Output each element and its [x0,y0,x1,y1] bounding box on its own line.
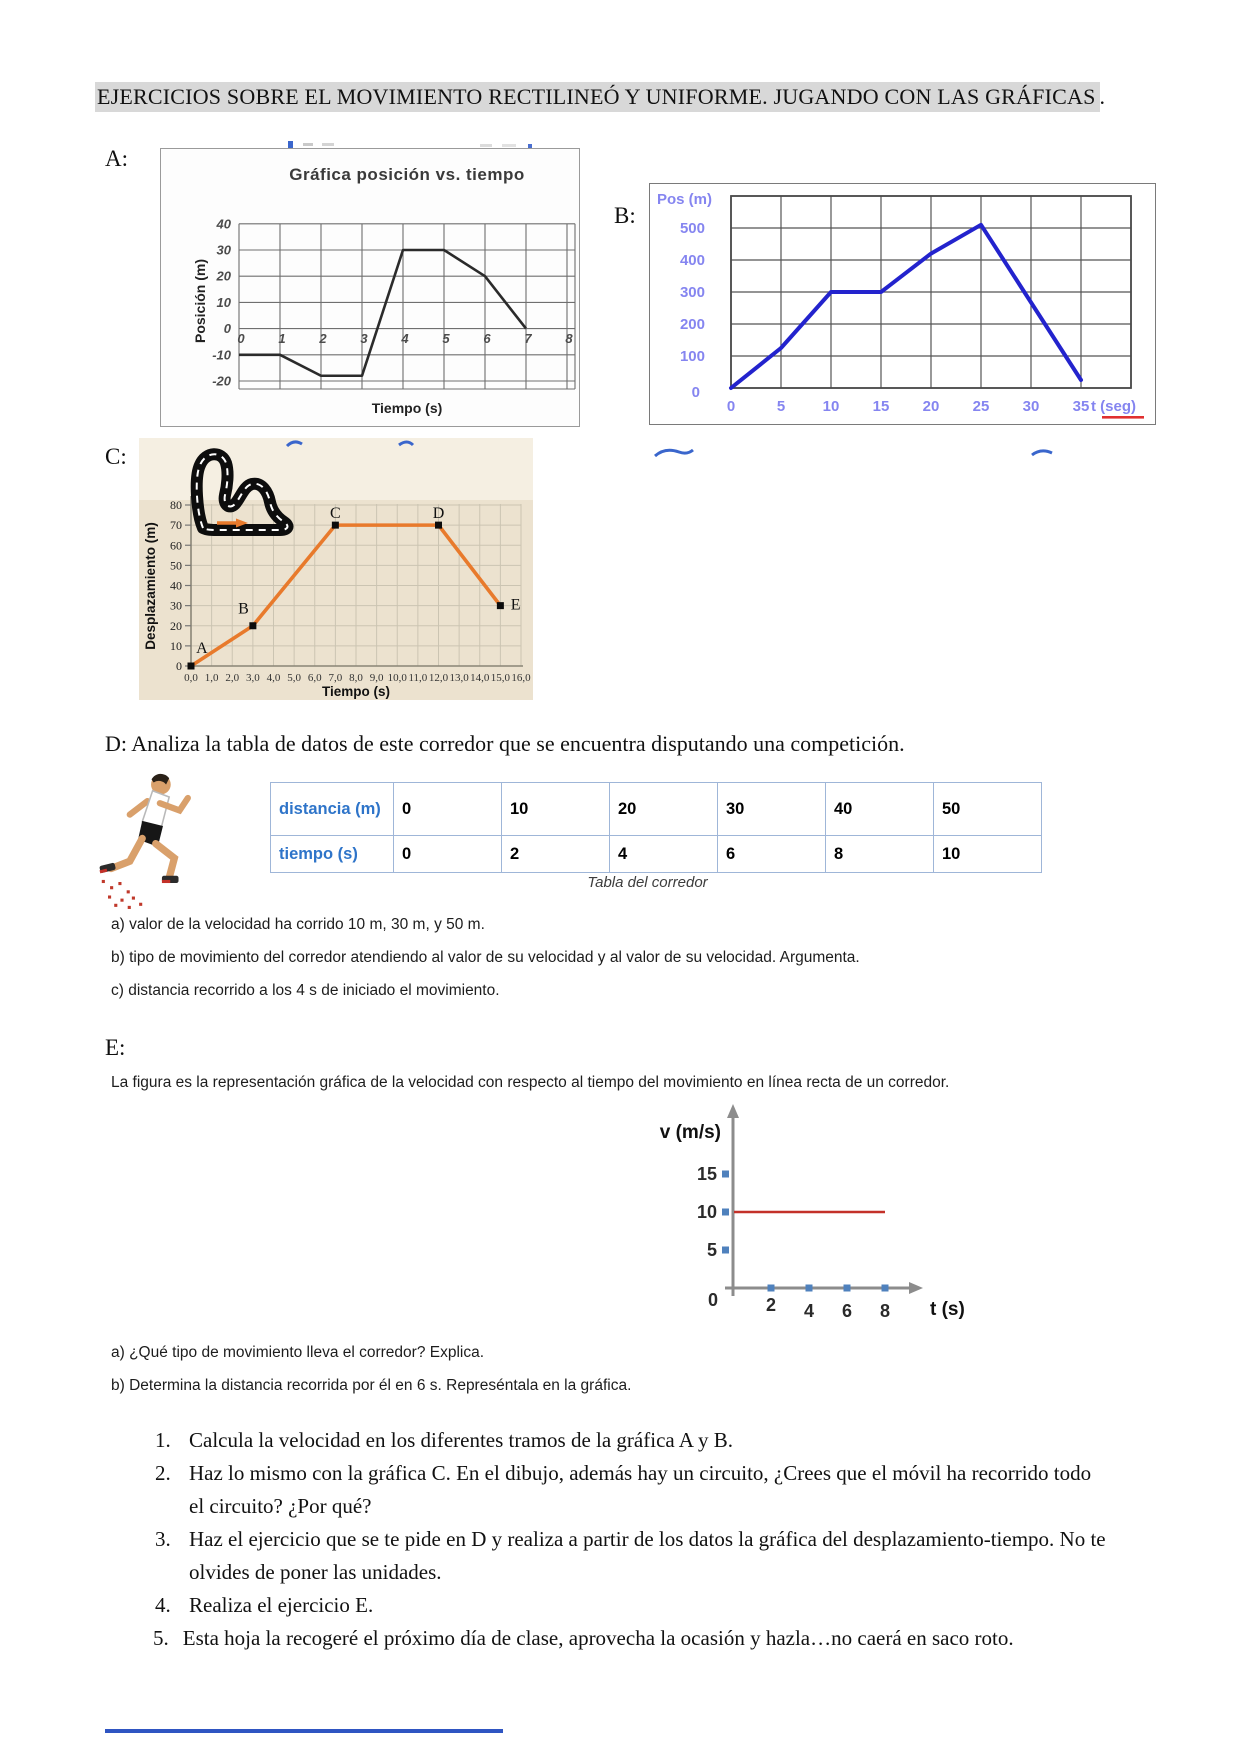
svg-text:0: 0 [707,1290,719,1310]
distancia-cell: 0 [394,783,502,836]
page-title-period: . [1099,84,1106,109]
race-track-circuit [197,454,288,530]
svg-text:4: 4 [401,331,409,346]
svg-text:D: D [432,505,445,523]
svg-text:4: 4 [803,1301,815,1320]
distancia-cell: 50 [934,783,1042,836]
tiempo-cell: 6 [718,836,826,873]
svg-text:13,0: 13,0 [449,672,469,684]
svg-text:16,0: 16,0 [511,672,531,684]
tiempo-cell: 4 [610,836,718,873]
svg-text:15: 15 [872,398,890,415]
svg-text:-20: -20 [212,373,231,389]
svg-text:14,0: 14,0 [470,672,490,684]
svg-text:0,0: 0,0 [184,672,198,684]
svg-text:50: 50 [170,558,182,573]
svg-text:0: 0 [237,331,245,346]
section-e-questions [111,1336,631,1402]
exercise-item-4 [155,1589,1145,1622]
svg-text:2: 2 [765,1295,777,1315]
svg-text:30: 30 [170,598,182,613]
exercise-number: 4. [155,1593,171,1617]
svg-text:0: 0 [176,659,182,673]
scan-artifact-blue-ink [650,444,1070,460]
svg-text:0: 0 [691,384,700,401]
svg-text:0: 0 [223,321,231,337]
svg-text:20: 20 [922,398,940,415]
svg-text:9,0: 9,0 [369,672,384,684]
svg-text:15,0: 15,0 [490,672,510,684]
svg-text:t (seg): t (seg) [1091,398,1136,415]
svg-text:C: C [330,505,341,523]
svg-text:3: 3 [360,331,368,346]
svg-text:500: 500 [679,220,705,237]
section-d-questions [111,908,860,1007]
svg-text:2,0: 2,0 [225,672,240,684]
exercise-text: Realiza el ejercicio E. [189,1593,374,1617]
svg-text:11,0: 11,0 [408,672,428,684]
svg-text:25: 25 [972,398,990,415]
exercise-item-5 [105,1622,1140,1655]
svg-text:40: 40 [216,216,231,232]
svg-text:v (m/s): v (m/s) [659,1122,721,1143]
svg-text:5: 5 [442,331,450,346]
svg-text:A: A [196,639,208,657]
svg-text:60: 60 [170,538,182,553]
svg-text:70: 70 [170,518,182,533]
svg-text:8,0: 8,0 [349,672,363,684]
svg-text:20: 20 [216,268,231,284]
svg-text:1,0: 1,0 [204,672,219,684]
question-item: b) tipo de movimiento del corredor atendiendo al valor de su velocidad y al valor de su velocidad. Argumenta. [111,949,860,966]
svg-text:300: 300 [679,284,705,301]
runner-data-table [270,782,1042,873]
section-d-heading: D: Analiza la tabla de datos de este corredor que se encuentra disputando una competición. [105,731,905,756]
distancia-cell: 30 [718,783,826,836]
svg-text:10,0: 10,0 [387,672,407,684]
table-caption: Tabla del corredor [587,874,708,891]
svg-text:t (s): t (s) [930,1299,965,1320]
svg-text:30: 30 [216,242,231,258]
question-item: c) distancia recorrido a los 4 s de iniciado el movimiento. [111,982,500,999]
svg-text:7: 7 [524,331,532,346]
exercise-item-3 [155,1523,1145,1589]
question-item: a) ¿Qué tipo de movimiento lleva el corredor? Explica. [111,1344,485,1361]
section-label-e: E: [105,1035,126,1060]
svg-text:6: 6 [841,1301,853,1320]
distancia-cell: 40 [826,783,934,836]
table-row-tiempo [271,836,1042,873]
chart-b-position-vs-time [649,183,1156,425]
chart-e-velocity-vs-time [600,1100,1020,1320]
svg-text:-10: -10 [212,347,231,363]
page-title [95,84,1105,110]
svg-text:5: 5 [706,1240,717,1260]
svg-text:Tiempo (s): Tiempo (s) [371,400,443,416]
svg-text:0: 0 [726,398,736,415]
exercise-number: 3. [155,1527,171,1551]
svg-text:10: 10 [822,398,840,415]
exercise-list [155,1424,1145,1655]
page-bottom-rule [105,1729,503,1733]
tiempo-cell: 10 [934,836,1042,873]
distancia-cell: 20 [610,783,718,836]
svg-text:Gráfica posición vs. tiempo: Gráfica posición vs. tiempo [289,165,525,184]
exercise-text: Calcula la velocidad en los diferentes tramos de la gráfica A y B. [189,1428,734,1452]
question-item: a) valor de la velocidad ha corrido 10 m, 30 m, y 50 m. [111,916,485,933]
svg-text:100: 100 [679,348,705,365]
svg-text:6: 6 [483,331,491,346]
svg-text:5,0: 5,0 [287,672,301,684]
exercise-text: Haz lo mismo con la gráfica C. En el dibujo, además hay un circuito, ¿Crees que el móvil ha recorrido todo el circuito? ¿Por qué? [189,1461,1092,1518]
section-label-c: C: [105,444,127,469]
svg-text:4,0: 4,0 [266,672,281,684]
row-header-tiempo: tiempo (s) [271,836,394,873]
svg-text:3,0: 3,0 [246,672,260,684]
svg-text:20: 20 [170,618,182,633]
question-item: b) Determina la distancia recorrida por él en 6 s. Represéntala en la gráfica. [111,1377,632,1394]
svg-text:7,0: 7,0 [328,672,343,684]
svg-text:Posición (m): Posición (m) [192,258,208,344]
svg-text:80: 80 [170,498,182,512]
exercise-item-1 [155,1424,1145,1457]
exercise-text: Haz el ejercicio que se te pide en D y realiza a partir de los datos la gráfica del desplazamiento-tiempo. No te olvides de poner las unidades. [189,1527,1106,1584]
svg-text:Desplazamiento (m): Desplazamiento (m) [143,522,158,650]
svg-text:5: 5 [776,398,786,415]
chart-a-position-vs-time [160,148,580,427]
svg-text:Tiempo (s): Tiempo (s) [321,684,391,699]
svg-text:30: 30 [1022,398,1040,415]
svg-text:1: 1 [278,331,286,346]
chart-c-displacement-vs-time [139,438,533,700]
exercise-number: 1. [155,1428,171,1452]
exercise-number: 5. [153,1626,169,1650]
svg-text:15: 15 [696,1164,717,1184]
exercise-text: Esta hoja la recogeré el próximo día de clase, aprovecha la ocasión y hazla…no caerá en saco roto. [182,1626,1014,1650]
exercise-item-2 [155,1457,1145,1523]
table-row-distancia [271,783,1042,836]
svg-text:35: 35 [1072,398,1090,415]
row-header-distancia: distancia (m) [271,783,394,836]
tiempo-cell: 2 [502,836,610,873]
svg-text:E: E [510,596,521,614]
page-title-highlight: EJERCICIOS SOBRE EL MOVIMIENTO RECTILINEÓ Y UNIFORME. JUGANDO CON LAS GRÁFICAS [95,82,1100,112]
section-label-a: A: [105,146,128,171]
svg-text:10: 10 [170,638,182,653]
distancia-cell: 10 [502,783,610,836]
runner-clipart [95,770,205,910]
svg-text:10: 10 [696,1202,717,1222]
svg-text:8: 8 [565,331,573,346]
tiempo-cell: 0 [394,836,502,873]
runner-dust-speckle [102,880,142,909]
svg-text:2: 2 [319,331,327,346]
chart-c-wrapper [139,438,533,700]
svg-text:12,0: 12,0 [428,672,449,684]
svg-text:40: 40 [170,578,182,593]
svg-text:200: 200 [679,316,705,333]
svg-text:10: 10 [216,294,231,310]
svg-text:400: 400 [679,252,705,269]
svg-text:B: B [238,600,249,618]
svg-text:6,0: 6,0 [307,672,322,684]
section-label-b: B: [614,203,636,228]
section-e-intro: La figura es la representación gráfica de la velocidad con respecto al tiempo del movimiento en línea recta de un corredor. [111,1074,950,1091]
tiempo-cell: 8 [826,836,934,873]
svg-text:8: 8 [879,1301,891,1320]
exercise-number: 2. [155,1461,171,1485]
svg-text:Pos (m): Pos (m) [657,191,713,208]
